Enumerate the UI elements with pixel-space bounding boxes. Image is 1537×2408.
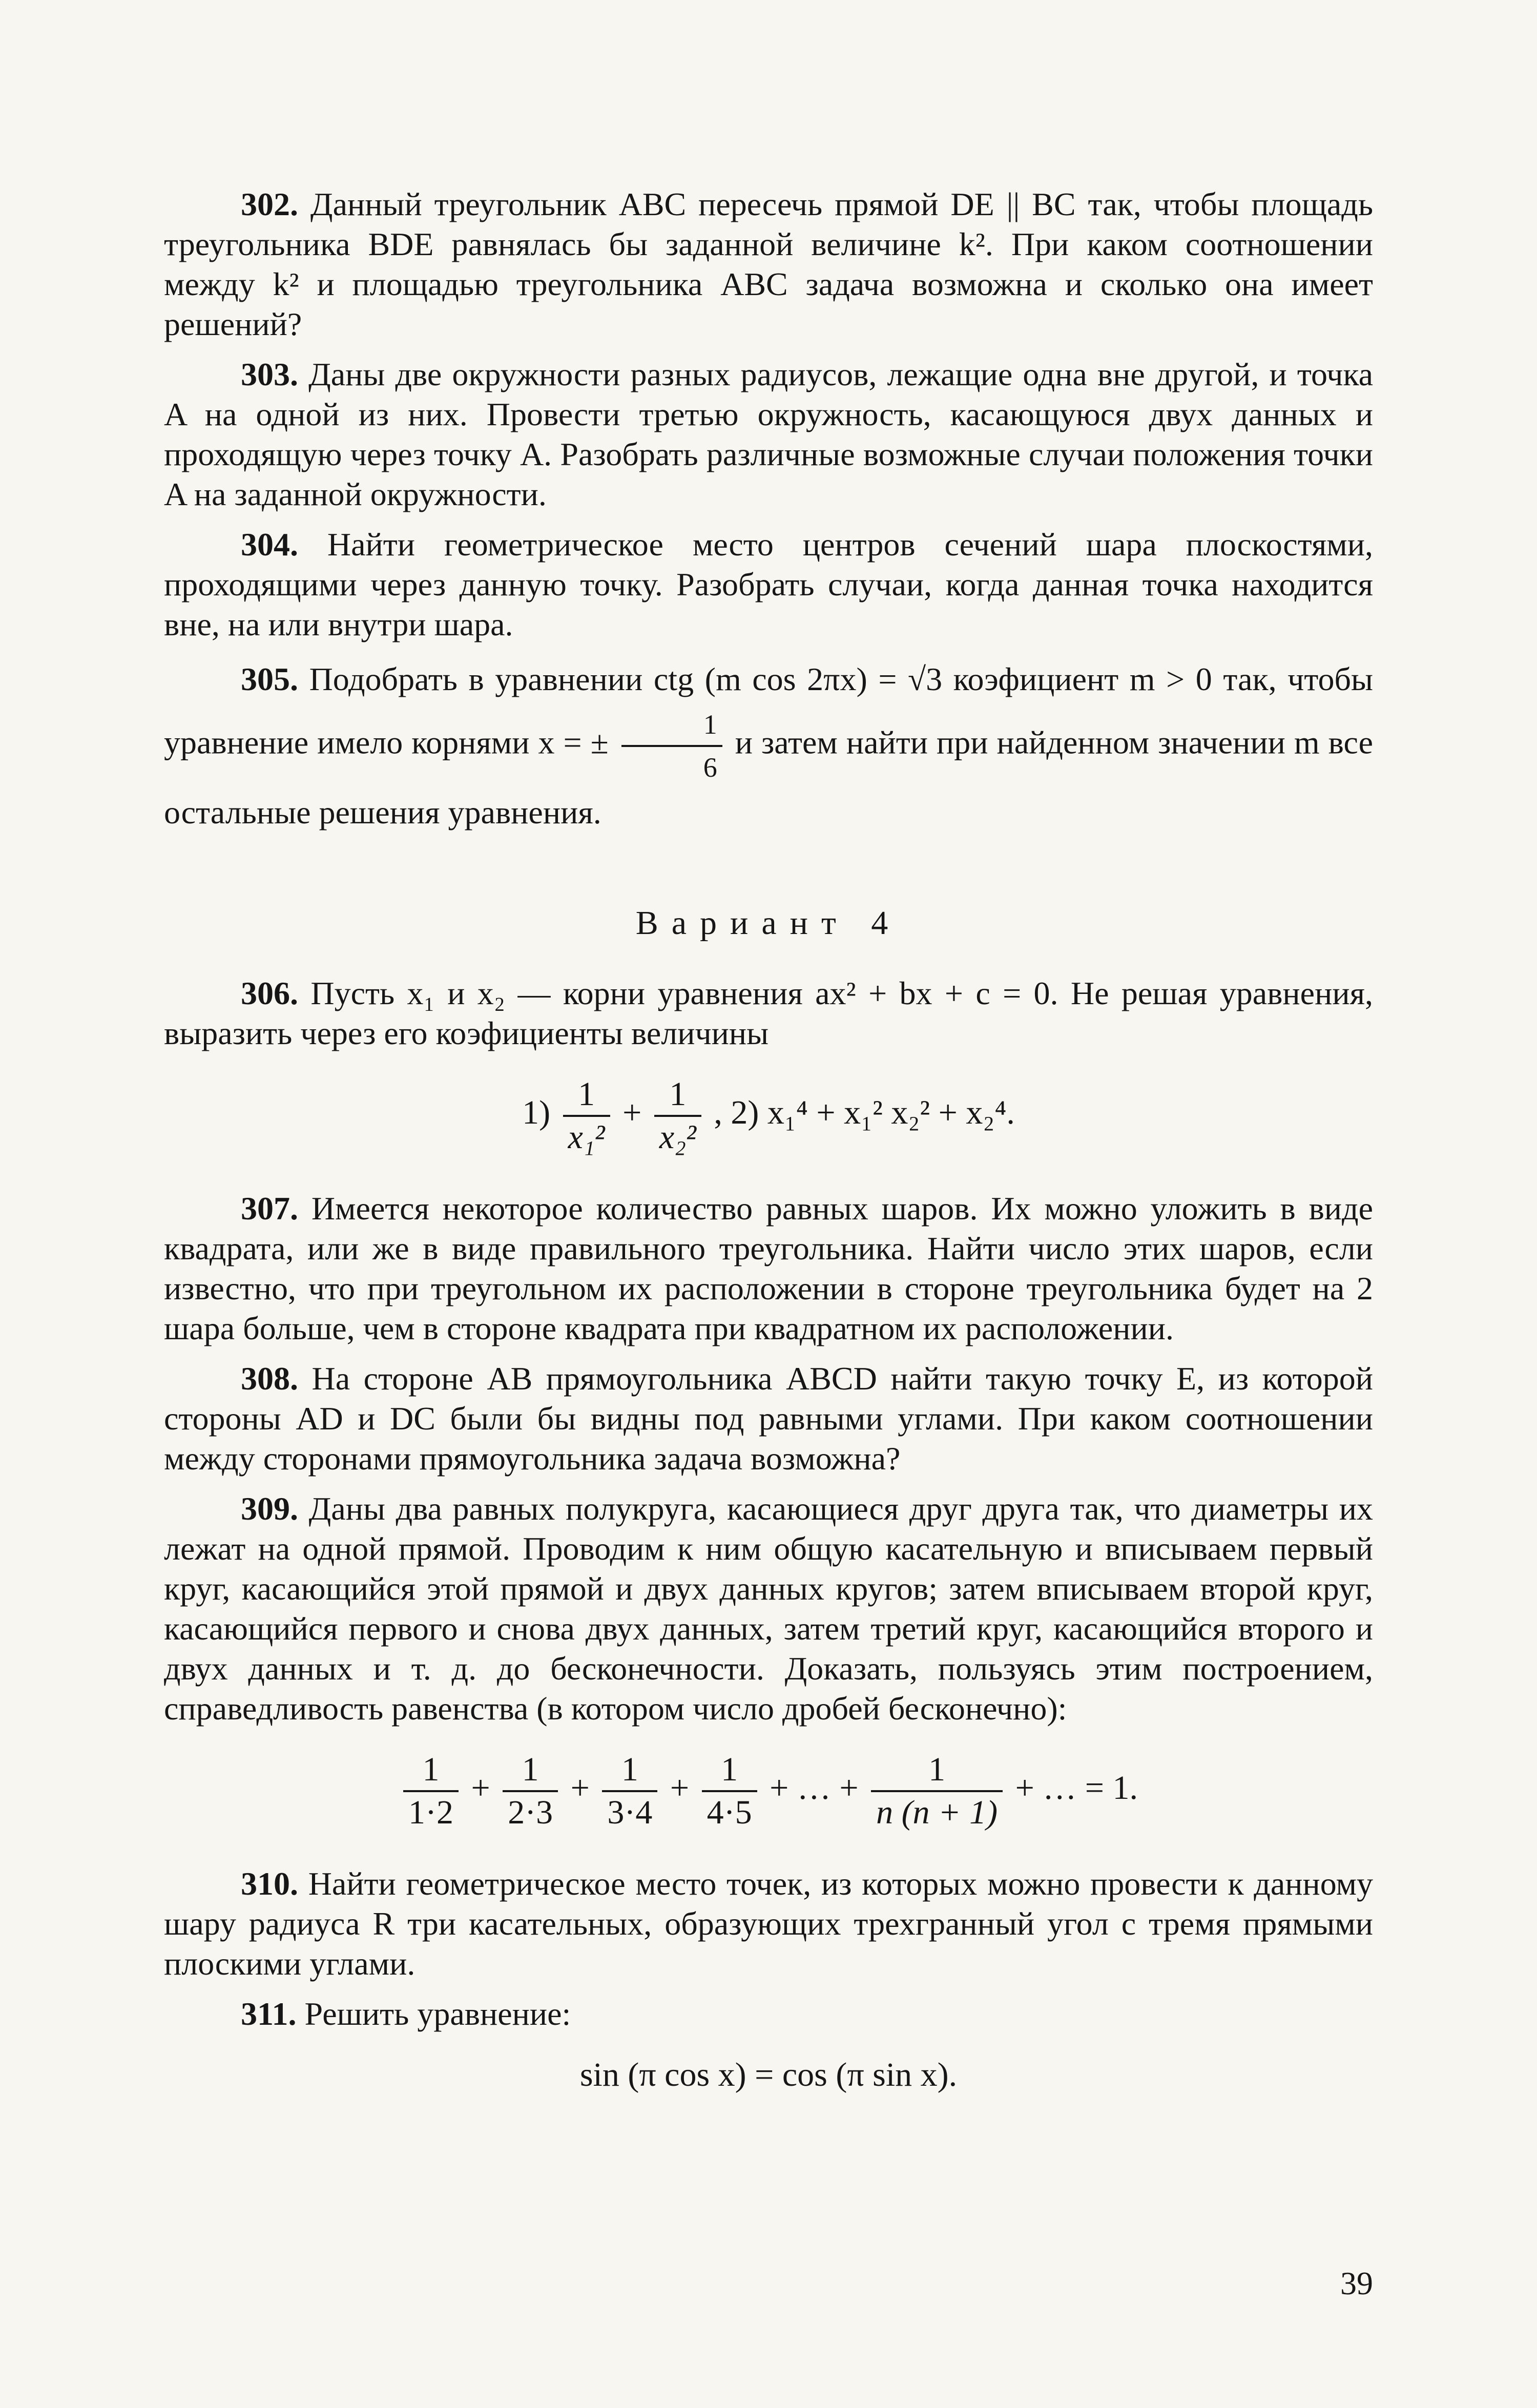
problem-309 — [164, 1489, 1373, 1729]
fraction-denominator: 3·4 — [602, 1790, 657, 1833]
problem-308 — [164, 1359, 1373, 1479]
variant-title: Вариант 4 — [635, 904, 902, 942]
formula-label: 1) — [522, 1094, 551, 1132]
plus-sign: + — [471, 1769, 490, 1807]
problem-302 — [164, 184, 1373, 344]
problem-text-part2: и затем найти при найденном значении m все остальные решения уравнения. — [164, 724, 1374, 831]
text-column — [164, 184, 1373, 2095]
problem-text: Пусть x₁ и x₂ — корни уравнения ax² + bx + c = 0. Не решая уравнения, выразить через его коэфициенты величины — [164, 975, 1374, 1051]
fraction-denominator: 2·3 — [503, 1790, 558, 1833]
fraction-4 — [702, 1749, 757, 1833]
problem-305 — [164, 655, 1373, 837]
problem-number: 310. — [241, 1865, 298, 1902]
problem-310 — [164, 1864, 1373, 1984]
plus-sign: + — [570, 1769, 590, 1807]
problem-number: 303. — [241, 356, 298, 392]
fraction-one-sixth — [621, 704, 722, 788]
fraction-denominator: x₁² — [563, 1115, 610, 1158]
formula-311: sin (π cos x) = cos (π sin x). — [579, 2056, 958, 2093]
problem-303 — [164, 355, 1373, 514]
problem-number: 304. — [241, 526, 298, 563]
fraction-2 — [503, 1749, 558, 1833]
problem-text: Решить уравнение: — [304, 1996, 571, 2032]
plus-sign: + — [670, 1769, 690, 1807]
problem-number: 302. — [241, 186, 298, 222]
page-number: 39 — [1340, 2265, 1373, 2301]
fraction-numerator: 1 — [703, 709, 717, 740]
fraction-numerator: 1 — [522, 1751, 539, 1788]
problem-text: Данный треугольник ABC пересечь прямой DE || BC так, чтобы площадь треугольника BDE равнялась бы заданной величине k². При каком соотношении между k² и площадью треугольника ABC задача возможна и сколько она имеет решений? — [164, 186, 1373, 342]
fraction-denominator: 6 — [621, 745, 722, 788]
plus-sign: + — [622, 1094, 642, 1132]
problem-text: Найти геометрическое место центров сечений шара плоскостями, проходящими через данную точку. Разобрать случаи, когда данная точка находится вне, на или внутри шара. — [164, 526, 1374, 642]
problem-307 — [164, 1189, 1373, 1348]
problem-number: 309. — [241, 1490, 298, 1527]
fraction-denominator: n (n + 1) — [871, 1790, 1003, 1833]
fraction-1 — [563, 1074, 610, 1158]
problem-text-part1: Подобрать в уравнении ctg (m cos 2πx) = √3 коэфициент m > 0 так, чтобы уравнение имело корнями x = ± — [164, 661, 1374, 761]
fraction-numerator: 1 — [928, 1751, 946, 1788]
problem-text: Даны два равных полукруга, касающиеся друг друга так, что диаметры их лежат на одной прямой. Проводим к ним общую касательную и вписываем первый круг, касающийся этой прямой и двух данных кругов; затем вписываем второй круг, касающийся первого и снова двух данных, затем третий круг, касающийся второго и двух данных и т. д. до бесконечности. Доказать, пользуясь этим построением, справедливость равенства (в котором число дробей бесконечно): — [164, 1490, 1373, 1727]
problem-304 — [164, 525, 1373, 645]
problem-311 — [164, 1994, 1373, 2034]
formula-tail: + … = 1. — [1015, 1769, 1138, 1807]
fraction-numerator: 1 — [422, 1751, 440, 1788]
problem-number: 308. — [241, 1360, 298, 1397]
fraction-1 — [403, 1749, 459, 1833]
problem-text: Найти геометрическое место точек, из которых можно провести к данному шару радиуса R три касательных, образующих трехгранный угол с тремя прямыми плоскими углами. — [164, 1865, 1374, 1982]
problem-number: 306. — [241, 975, 298, 1011]
formula-tail: , 2) x₁⁴ + x₁² x₂² + x₂⁴. — [714, 1094, 1015, 1132]
fraction-numerator: 1 — [621, 1751, 638, 1788]
problem-text: На стороне AB прямоугольника ABCD найти такую точку E, из которой стороны AD и DC были бы видны под равными углами. При каком соотношении между сторонами прямоугольника задача возможна? — [164, 1360, 1374, 1477]
fraction-denominator: 1·2 — [403, 1790, 459, 1833]
fraction-numerator: 1 — [669, 1075, 687, 1113]
problem-text: Имеется некоторое количество равных шаров. Их можно уложить в виде квадрата, или же в виде правильного треугольника. Найти число этих шаров, если известно, что при треугольном их расположении в стороне треугольника будет на 2 шара больше, чем в стороне квадрата при квадратном их расположении. — [164, 1190, 1374, 1346]
ellipsis-plus: + … + — [770, 1769, 859, 1807]
fraction-3 — [602, 1749, 657, 1833]
fraction-denominator: 4·5 — [702, 1790, 757, 1833]
fraction-n — [871, 1749, 1003, 1833]
fraction-2 — [654, 1074, 701, 1158]
formula-309 — [164, 1749, 1373, 1833]
fraction-numerator: 1 — [721, 1751, 738, 1788]
problem-306 — [164, 973, 1373, 1053]
problem-number: 307. — [241, 1190, 298, 1227]
formula-306 — [164, 1074, 1373, 1158]
problem-number: 305. — [241, 661, 298, 697]
fraction-numerator: 1 — [578, 1075, 595, 1113]
problem-number: 311. — [241, 1996, 297, 2032]
problem-text: Даны две окружности разных радиусов, лежащие одна вне другой, и точка A на одной из них. Провести третью окружность, касающуюся двух данных и проходящую через точку A. Разобрать различные возможные случаи положения точки A на заданной окружности. — [164, 356, 1374, 512]
fraction-denominator: x₂² — [654, 1115, 701, 1158]
